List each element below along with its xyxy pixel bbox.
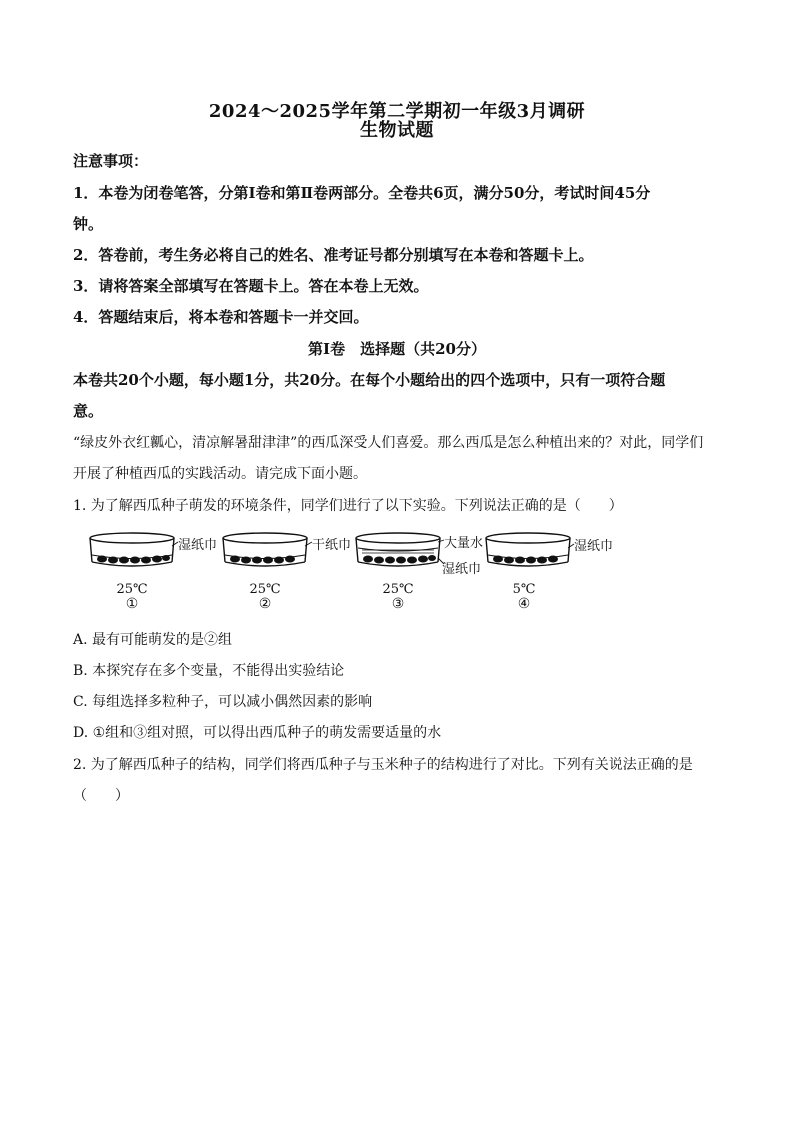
note-item: 3．请将答案全部填写在答题卡上。答在本卷上无效。 (73, 277, 429, 295)
temp-2: 25℃ (249, 582, 281, 597)
question-1-stem: 1. 为了解西瓜种子萌发的环境条件，同学们进行了以下实验。下列说法正确的是（ ） (73, 498, 623, 514)
section-intro: 本卷共20个小题，每小题1分，共20分。在每个小题给出的四个选项中，只有一项符合题 (73, 371, 666, 389)
temp-1: 25℃ (116, 582, 148, 597)
note-item: 钟。 (73, 215, 104, 233)
option-b: B. 本探究存在多个变量，不能得出实验结论 (73, 663, 345, 679)
section-intro-cont: 意。 (73, 402, 104, 420)
note-item: 1．本卷为闭卷笔答，分第Ⅰ卷和第Ⅱ卷两部分。全卷共6页，满分50分，考试时间45分 (73, 184, 651, 202)
note-item: 2．答卷前，考生务必将自己的姓名、准考证号都分别填写在本卷和答题卡上。 (73, 246, 594, 264)
dishes-illustration (80, 526, 640, 616)
group-number-2: ② (258, 596, 272, 612)
experiment-figure (80, 526, 640, 616)
temp-4: 5℃ (512, 582, 536, 597)
note-item: 4．答题结束后，将本卷和答题卡一并交回。 (73, 308, 369, 326)
temp-3: 25℃ (382, 582, 414, 597)
question-2-paren: （ ） (73, 788, 129, 804)
label-wet-tissue-3: 湿纸巾 (442, 562, 482, 577)
exam-subtitle: 生物试题 (360, 120, 434, 141)
seeds-1 (97, 555, 170, 564)
section-title: 第Ⅰ卷 选择题（共20分） (308, 340, 486, 358)
passage-text-cont: 开展了种植西瓜的实践活动。请完成下面小题。 (73, 466, 367, 482)
label-wet-tissue-4: 湿纸巾 (574, 539, 614, 554)
seeds-3 (363, 555, 436, 564)
passage-text: “绿皮外衣红瓤心，清凉解暑甜津津”的西瓜深受人们喜爱。那么西瓜是怎么种植出来的？对此，同学们 (73, 435, 704, 451)
option-a: A. 最有可能萌发的是②组 (73, 632, 233, 648)
label-wet-tissue-1: 湿纸巾 (178, 538, 218, 553)
label-dry-tissue: 干纸巾 (312, 538, 352, 553)
notes-heading: 注意事项： (73, 152, 149, 170)
question-2-stem: 2. 为了解西瓜种子的结构，同学们将西瓜种子与玉米种子的结构进行了对比。下列有关说法正确的是 (73, 757, 693, 773)
option-d: D. ①组和③组对照，可以得出西瓜种子的萌发需要适量的水 (73, 725, 442, 741)
option-c: C. 每组选择多粒种子，可以减小偶然因素的影响 (73, 694, 373, 710)
group-number-4: ④ (517, 596, 531, 612)
group-number-3: ③ (391, 596, 405, 612)
exam-title: 2024～2025学年第二学期初一年级3月调研 (208, 101, 586, 122)
label-much-water: 大量水 (444, 536, 484, 551)
group-number-1: ① (125, 596, 139, 612)
